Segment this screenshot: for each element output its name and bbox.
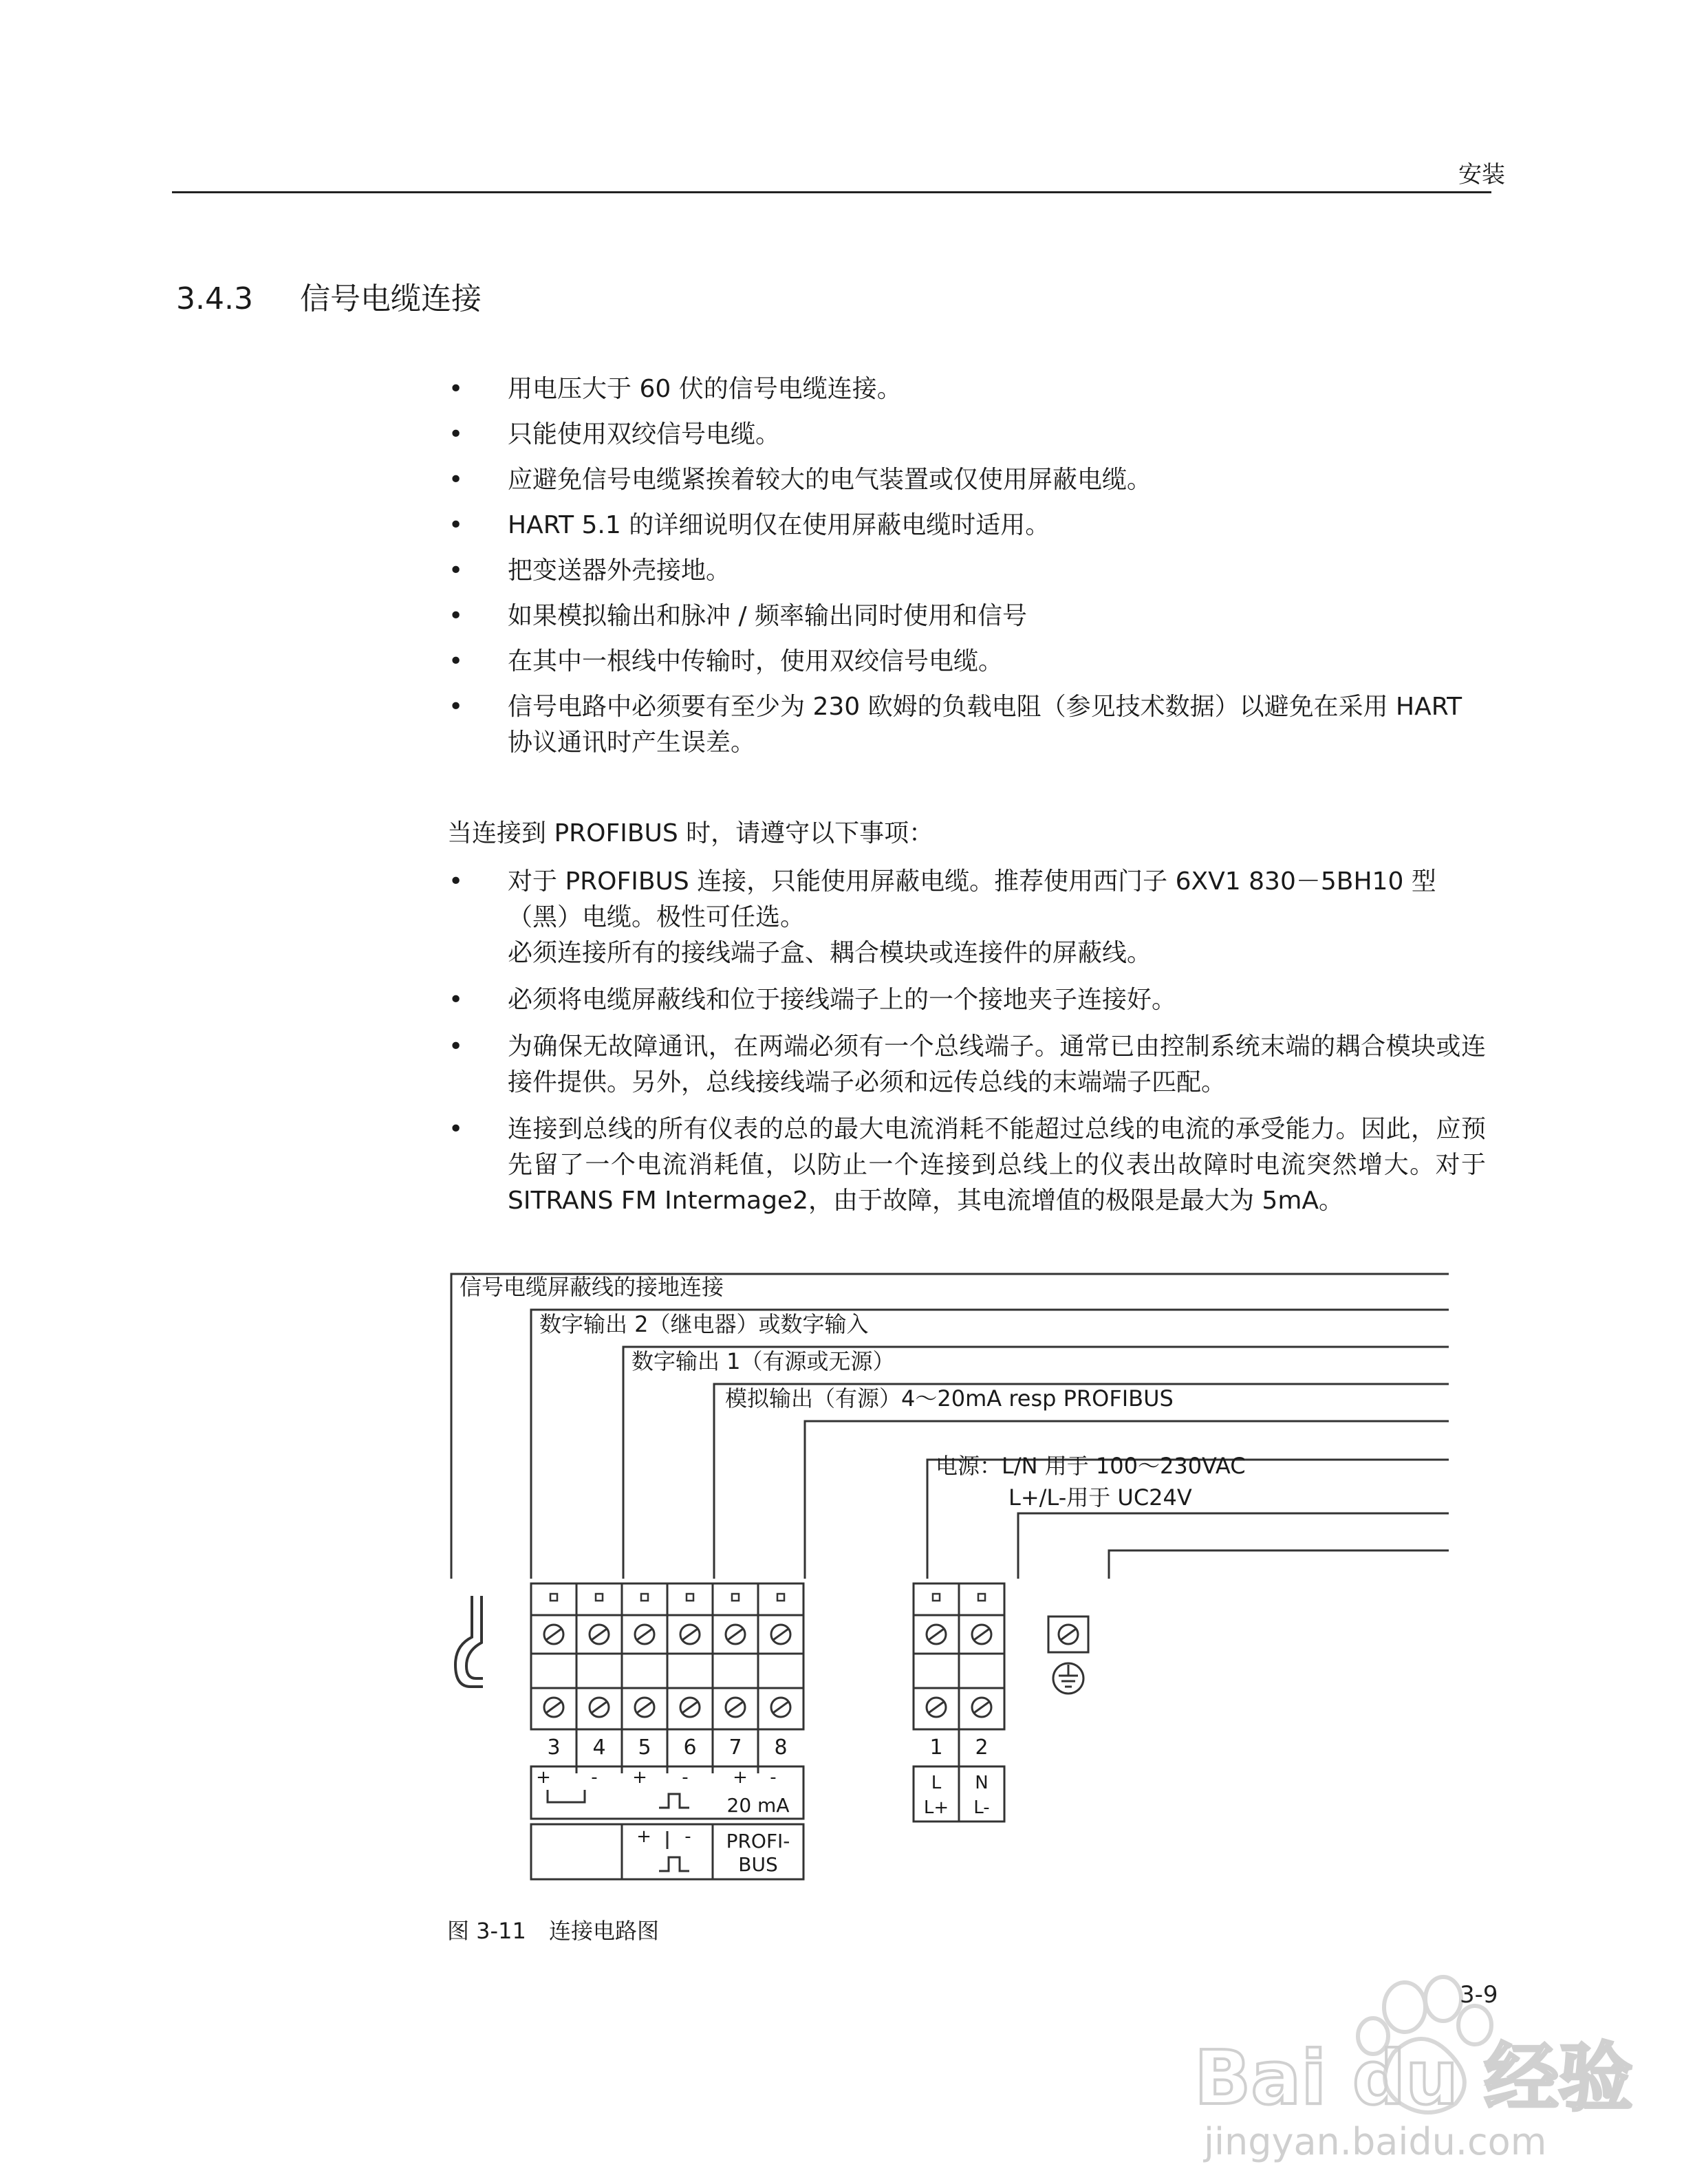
- label-analog-out: 模拟输出（有源）4～20mA resp PROFIBUS: [725, 1385, 1174, 1412]
- shield-clamp-icon: [455, 1596, 483, 1687]
- polarity-plus: +: [536, 1767, 551, 1788]
- earth-ground-icon: [1053, 1663, 1083, 1694]
- terminal-number: 3: [547, 1736, 561, 1760]
- polarity-plus: +: [733, 1767, 748, 1788]
- list-item: • 必须将电缆屏蔽线和位于接线端子上的一个接地夹子连接好。: [449, 986, 1177, 1014]
- profibus-label: PROFI-: [726, 1830, 790, 1852]
- terminal-number: 1: [929, 1736, 943, 1760]
- section-title: [176, 274, 482, 318]
- running-header: 安装: [1458, 161, 1505, 188]
- pulse-icon: [659, 1794, 689, 1808]
- baidu-logo: [1187, 1956, 1633, 2163]
- page-number: 3-9: [1460, 1981, 1498, 2009]
- list-item: • 在其中一根线中传输时，使用双绞信号电缆。: [449, 647, 1004, 675]
- list-item: • 如果模拟输出和脉冲 / 频率输出同时使用和信号: [449, 602, 1028, 630]
- polarity-minus: -: [682, 1767, 689, 1788]
- earth-terminal: [1048, 1617, 1088, 1652]
- polarity-plus: +: [636, 1826, 651, 1847]
- screw-icons: [544, 1625, 991, 1717]
- list-item: • HART 5.1 的详细说明仅在使用屏蔽电缆时适用。: [449, 511, 1050, 539]
- polarity-minus: -: [591, 1767, 598, 1788]
- terminal-number: 8: [774, 1736, 788, 1760]
- label-digital-out1: 数字输出 1（有源或无源）: [632, 1348, 895, 1374]
- relay-contact-icon: [548, 1790, 585, 1802]
- list-item: • 用电压大于 60 伏的信号电缆连接。: [449, 375, 902, 403]
- power-l: L: [931, 1773, 942, 1793]
- figure-caption: [447, 1914, 659, 1945]
- polarity-plus: +: [632, 1767, 647, 1788]
- label-digital-out2: 数字输出 2（继电器）或数字输入: [539, 1311, 869, 1337]
- list-item: • 为确保无故障通讯，在两端必须有一个总线端子。通常已由控制系统末端的耦合模块或连接件提供。另外，总线接线端子必须和远传总线的末端端子匹配。: [449, 1032, 1486, 1096]
- list-item: • 对于 PROFIBUS 连接，只能使用屏蔽电缆。推荐使用西门子 6XV1 830－5BH10 型（黑）电缆。极性可任选。 必须连接所有的接线端子盒、耦合模块或连接件的屏蔽线。: [449, 867, 1436, 967]
- polarity-minus: -: [684, 1826, 691, 1847]
- current-label: 20 mA: [726, 1794, 790, 1817]
- list-item: • 信号电路中必须要有至少为 230 欧姆的负载电阻（参见技术数据）以避免在采用 HART 协议通讯时产生误差。: [449, 693, 1462, 757]
- polarity-minus: -: [770, 1767, 777, 1788]
- figure-number: 图 3-11: [447, 1918, 526, 1944]
- terminal-number: 6: [683, 1736, 697, 1760]
- list-item: • 把变送器外壳接地。: [449, 556, 731, 585]
- figure-title: 连接电路图: [549, 1918, 660, 1944]
- power-lplus: L+: [923, 1797, 949, 1818]
- list-item: • 只能使用双绞信号电缆。: [449, 420, 781, 448]
- connection-circuit-diagram: [440, 1266, 1458, 1899]
- terminal-number: 7: [728, 1736, 742, 1760]
- svg-text:jingyan.baidu.com: jingyan.baidu.com: [1204, 2120, 1547, 2163]
- label-power-dc: L+/L-用于 UC24V: [1008, 1484, 1192, 1511]
- section-title-text: 信号电缆连接: [300, 281, 482, 316]
- section-number: 3.4.3: [176, 281, 253, 316]
- terminal-number: 2: [975, 1736, 989, 1760]
- label-shield-ground: 信号电缆屏蔽线的接地连接: [460, 1274, 724, 1300]
- baidu-watermark: [1187, 1956, 1633, 2165]
- terminal-number: 4: [592, 1736, 606, 1760]
- profibus-intro: 当连接到 PROFIBUS 时，请遵守以下事项：: [447, 819, 934, 847]
- terminal-pins: [550, 1594, 985, 1601]
- list-item: • 连接到总线的所有仪表的总的最大电流消耗不能超过总线的电流的承受能力。因此，应预先留了一个电流消耗值，以防止一个连接到总线上的仪表出故障时电流突然增大。对于 SITRANS FM Intermage2，由于故障，其电流增值的极限是最大为 5mA。: [449, 1115, 1486, 1215]
- profibus-label: BUS: [738, 1853, 778, 1876]
- label-power-ln: 电源：L/N 用于 100～230VAC: [936, 1453, 1246, 1479]
- power-lminus: L-: [973, 1797, 990, 1818]
- signal-cable-list: [447, 371, 1486, 770]
- terminal-number: 5: [638, 1736, 651, 1760]
- power-n: N: [975, 1773, 989, 1793]
- svg-text:Bai du 经验: Bai du 经验: [1194, 2035, 1633, 2121]
- list-item: • 应避免信号电缆紧挨着较大的电气装置或仅使用屏蔽电缆。: [449, 466, 1152, 494]
- profibus-list: [447, 864, 1486, 1230]
- header-rule: [172, 191, 1491, 193]
